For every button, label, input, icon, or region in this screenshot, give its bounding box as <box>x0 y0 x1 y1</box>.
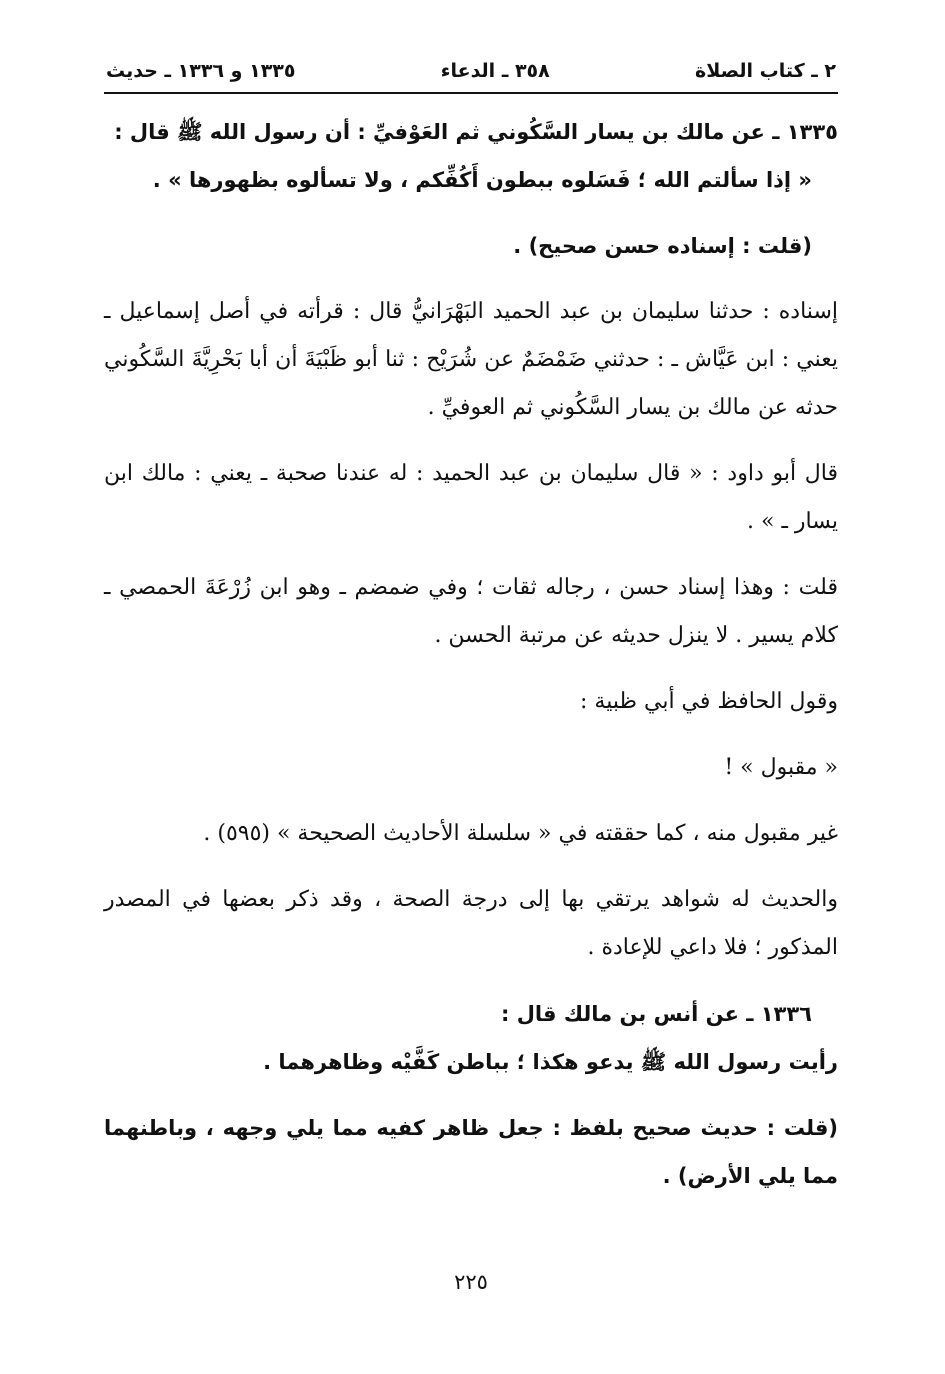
hadith-1335-line1: ١٣٣٥ ـ عن مالك بن يسار السَّكُوني ثم العَوْفيِّ : أن رسول الله ﷺ قال : <box>114 120 838 144</box>
header-book-title: ٢ ـ كتاب الصلاة <box>695 60 836 82</box>
grading-paragraph: قلت : وهذا إسناد حسن ، رجاله ثقات ؛ وفي ضمضم ـ وهو ابن زُرْعَةَ الحمصي ـ كلام يسير . لا ينزل حديثه عن مرتبة الحسن . <box>104 575 838 648</box>
quote-intro: وقول الحافظ في أبي ظبية : <box>580 689 838 714</box>
isnad-paragraph: إسناده : حدثنا سليمان بن عبد الحميد البَهْرَانيُّ قال : قرأته في أصل إسماعيل ـ يعني : ابن عَيَّاش ـ : حدثني ضَمْضَمٌ عن شُرَيْح : ثنا أبو ظَبْيَةَ أن أبا بَحْرِيَّةَ السَّكُوني حدثه عن مالك بن يسار السَّكُوني ثم العوفيِّ . <box>104 299 838 420</box>
closing-paragraph: والحديث له شواهد يرتقي بها إلى درجة الصحة ، وقد ذكر بعضها في المصدر المذكور ؛ فلا داعي للإعادة . <box>104 887 838 960</box>
abu-dawud-paragraph: قال أبو داود : « قال سليمان بن عبد الحميد : له عندنا صحبة ـ يعني : مالك ابن يسار ـ » . <box>104 461 838 534</box>
hadith-1336-grade: (قلت : حديث صحيح بلفظ : جعل ظاهر كفيه مما يلي وجهه ، وباطنهما مما يلي الأرض) . <box>104 1116 838 1188</box>
hadith-1335-grade: (قلت : إسناده حسن صحيح) . <box>513 234 812 258</box>
hadith-1335-line2: « إذا سألتم الله ؛ فَسَلوه ببطون أَكُفِّكم ، ولا تسألوه بظهورها » . <box>152 168 812 192</box>
quote: « مقبول » ! <box>724 755 838 780</box>
page-number: ٢٢٥ <box>454 1270 488 1294</box>
running-header <box>104 60 838 94</box>
header-hadith-range: ١٣٣٥ و ١٣٣٦ ـ حديث <box>106 60 296 82</box>
header-chapter: ٣٥٨ ـ الدعاء <box>440 60 550 82</box>
hadith-1336-line2: رأيت رسول الله ﷺ يدعو هكذا ؛ بباطن كَفَّيْه وظاهرهما . <box>263 1050 838 1074</box>
hadith-1336-line1: ١٣٣٦ ـ عن أنس بن مالك قال : <box>500 1002 812 1026</box>
document-page <box>104 60 838 1350</box>
quote-reply: غير مقبول منه ، كما حققته في « سلسلة الأحاديث الصحيحة » (٥٩٥) . <box>203 821 838 846</box>
page-body <box>104 94 838 1200</box>
